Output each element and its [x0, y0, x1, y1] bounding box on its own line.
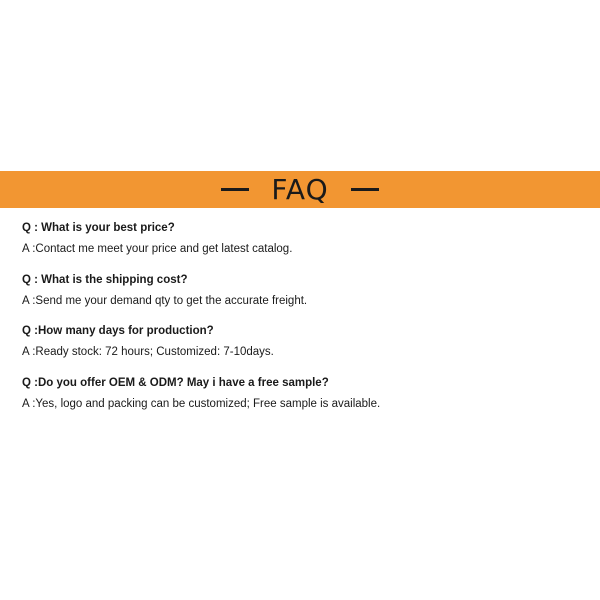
faq-question: Q :How many days for production?	[22, 325, 214, 337]
faq-question: Q : What is the shipping cost?	[22, 273, 188, 286]
faq-answer: A :Send me your demand qty to get the accurate freight.	[22, 294, 308, 307]
faq-banner	[0, 171, 600, 208]
faq-item-shipping-cost	[22, 272, 582, 324]
faq-title: FAQ	[271, 173, 329, 206]
faq-answer: A :Ready stock: 72 hours; Customized: 7-10days.	[22, 346, 274, 358]
faq-answer: A :Yes, logo and packing can be customized; Free sample is available.	[22, 397, 381, 410]
right-dash-decoration	[351, 188, 379, 191]
faq-item-oem-sample	[22, 375, 582, 427]
faq-item-production-days	[22, 323, 582, 375]
faq-question: Q :Do you offer OEM & ODM? May i have a free sample?	[22, 376, 329, 389]
left-dash-decoration	[221, 188, 249, 191]
faq-answer: A :Contact me meet your price and get latest catalog.	[22, 243, 293, 255]
faq-item-best-price	[22, 220, 582, 272]
faq-question: Q : What is your best price?	[22, 222, 175, 234]
faq-list	[22, 220, 582, 426]
